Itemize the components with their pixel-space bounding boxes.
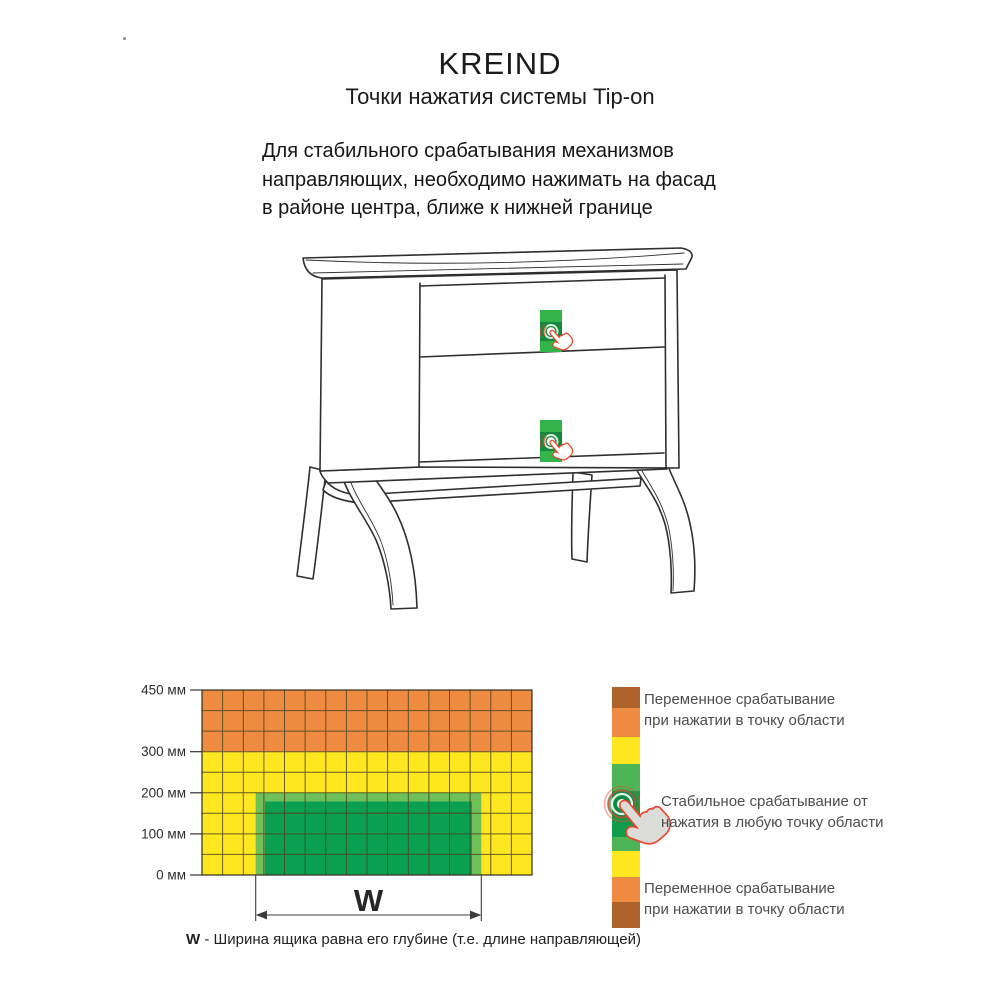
intro-line: направляющих, необходимо нажимать на фасад [262,168,716,191]
y-axis-tick-label: 200 мм [141,785,186,801]
legend-item-label: Стабильное срабатывание от нажатия в любую точку области [661,793,884,831]
width-dimension-label: W [353,883,384,918]
legend-segment-brown [612,902,640,928]
intro-line: в районе центра, ближе к нижней границе [262,197,653,219]
caption-symbol: W [186,931,201,948]
chart-caption [186,931,641,948]
y-axis-tick-label: 300 мм [141,744,186,760]
carcass [320,270,679,471]
y-axis-labels [141,683,186,883]
intro-line: Для стабильного срабатывания механизмов [262,140,674,162]
leg-front-left [340,467,417,609]
nightstand-illustration [270,245,730,635]
nightstand-body-lines [297,248,695,609]
y-axis-tick-label: 100 мм [141,826,186,842]
caption-text: - Ширина ящика равна его глубине (т.е. длине направляющей) [200,931,641,948]
legend-item-label: Переменное срабатывание при нажатии в точку области [644,880,845,918]
legend-segment-orange [612,877,640,902]
y-axis-ticks [190,690,202,875]
y-axis-tick-label: 0 мм [156,867,186,883]
intro-paragraph [262,137,716,223]
legend-segment-orange [612,708,640,737]
stray-mark [123,37,126,40]
press-zone-chart [140,675,600,965]
brand-title: KREIND [438,46,562,81]
y-axis-tick-label: 450 мм [141,682,186,698]
legend-item-label: Переменное срабатывание при нажатии в точку области [644,691,845,729]
legend-segment-brown [612,687,640,708]
leg-back-left [297,467,326,579]
page-subtitle: Точки нажатия системы Tip-on [345,84,655,109]
leg-front-right [636,462,695,593]
zone-green [265,802,472,876]
